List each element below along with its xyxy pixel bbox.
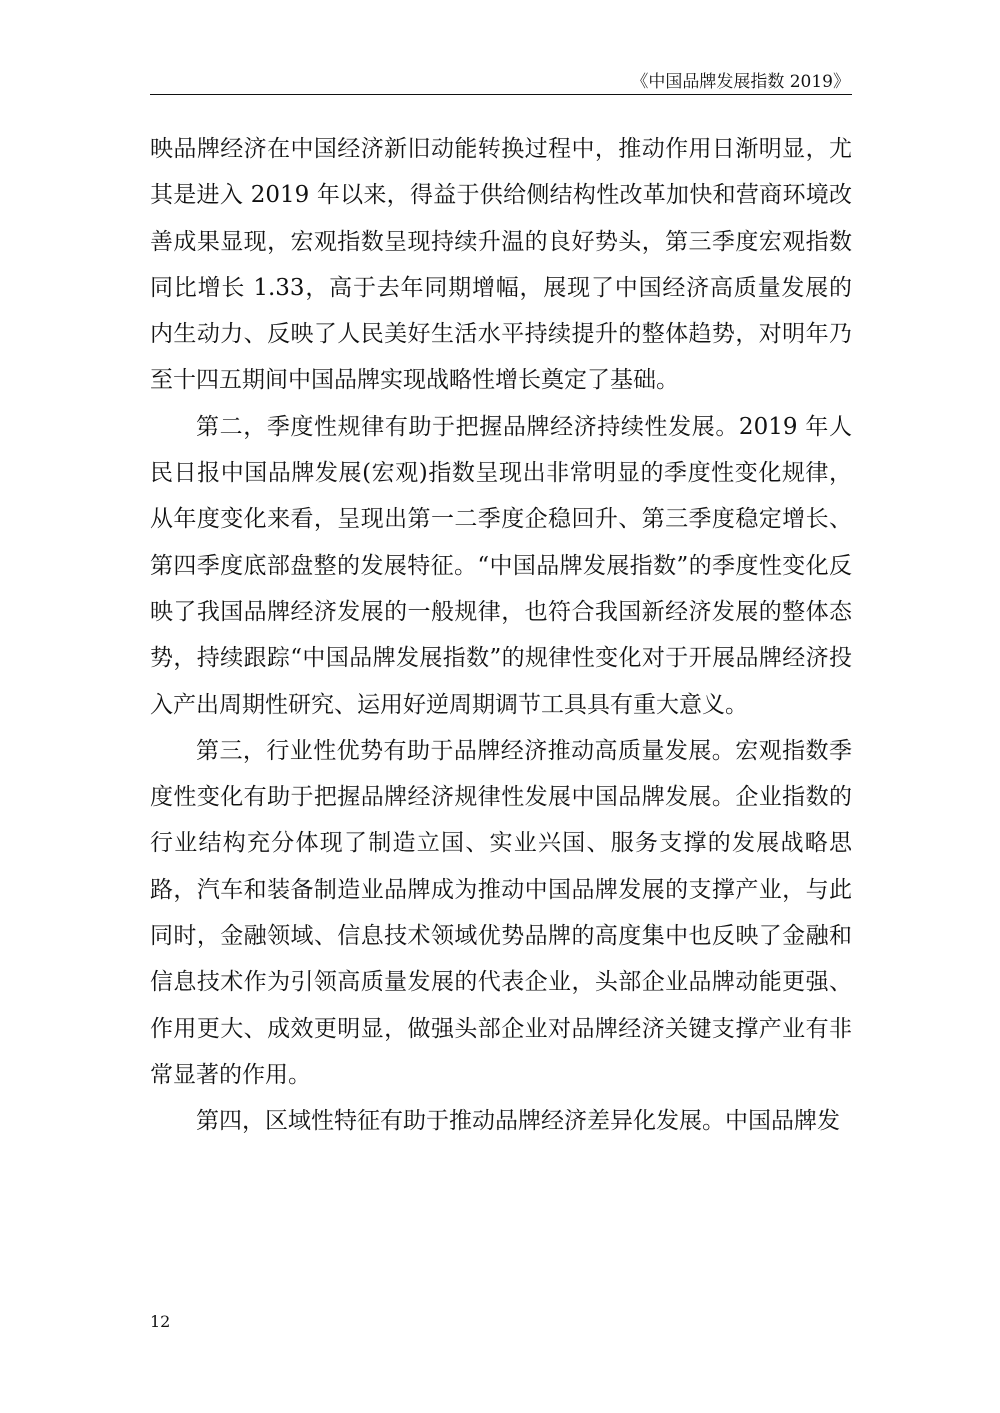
- paragraph-second-point: 第二，季度性规律有助于把握品牌经济持续性发展。2019 年人民日报中国品牌发展(宏观)指数呈现出非常明显的季度性变化规律，从年度变化来看，呈现出第一二季度企稳回升、第三季度稳定增长、第四季度底部盘整的发展特征。“中国品牌发展指数”的季度性变化反映了我国品牌经济发展的一般规律，也符合我国新经济发展的整体态势，持续跟踪“中国品牌发展指数”的规律性变化对于开展品牌经济投入产出周期性研究、运用好逆周期调节工具具有重大意义。: [150, 413, 852, 718]
- running-header: 《中国品牌发展指数 2019》: [631, 72, 850, 92]
- paragraph-fourth-point: 第四，区域性特征有助于推动品牌经济差异化发展。中国品牌发: [196, 1108, 840, 1135]
- paragraph-continuation: 映品牌经济在中国经济新旧动能转换过程中，推动作用日渐明显，尤其是进入 2019 年以来，得益于供给侧结构性改革加快和营商环境改善成果显现，宏观指数呈现持续升温的良好势头，第三季度宏观指数同比增长 1.33，高于去年同期增幅，展现了中国经济高质量发展的内生动力、反映了人民美好生活水平持续提升的整体趋势，对明年乃至十四五期间中国品牌实现战略性增长奠定了基础。: [150, 136, 852, 394]
- header-rule: [150, 94, 852, 95]
- page-number: 12: [150, 1312, 171, 1331]
- body-text: [150, 126, 852, 1145]
- paragraph-third-point: 第三，行业性优势有助于品牌经济推动高质量发展。宏观指数季度性变化有助于把握品牌经济规律性发展中国品牌发展。企业指数的行业结构充分体现了制造立国、实业兴国、服务支撑的发展战略思路，汽车和装备制造业品牌成为推动中国品牌发展的支撑产业，与此同时，金融领域、信息技术领域优势品牌的高度集中也反映了金融和信息技术作为引领高质量发展的代表企业，头部企业品牌动能更强、作用更大、成效更明显，做强头部企业对品牌经济关键支撑产业有非常显著的作用。: [150, 737, 852, 1088]
